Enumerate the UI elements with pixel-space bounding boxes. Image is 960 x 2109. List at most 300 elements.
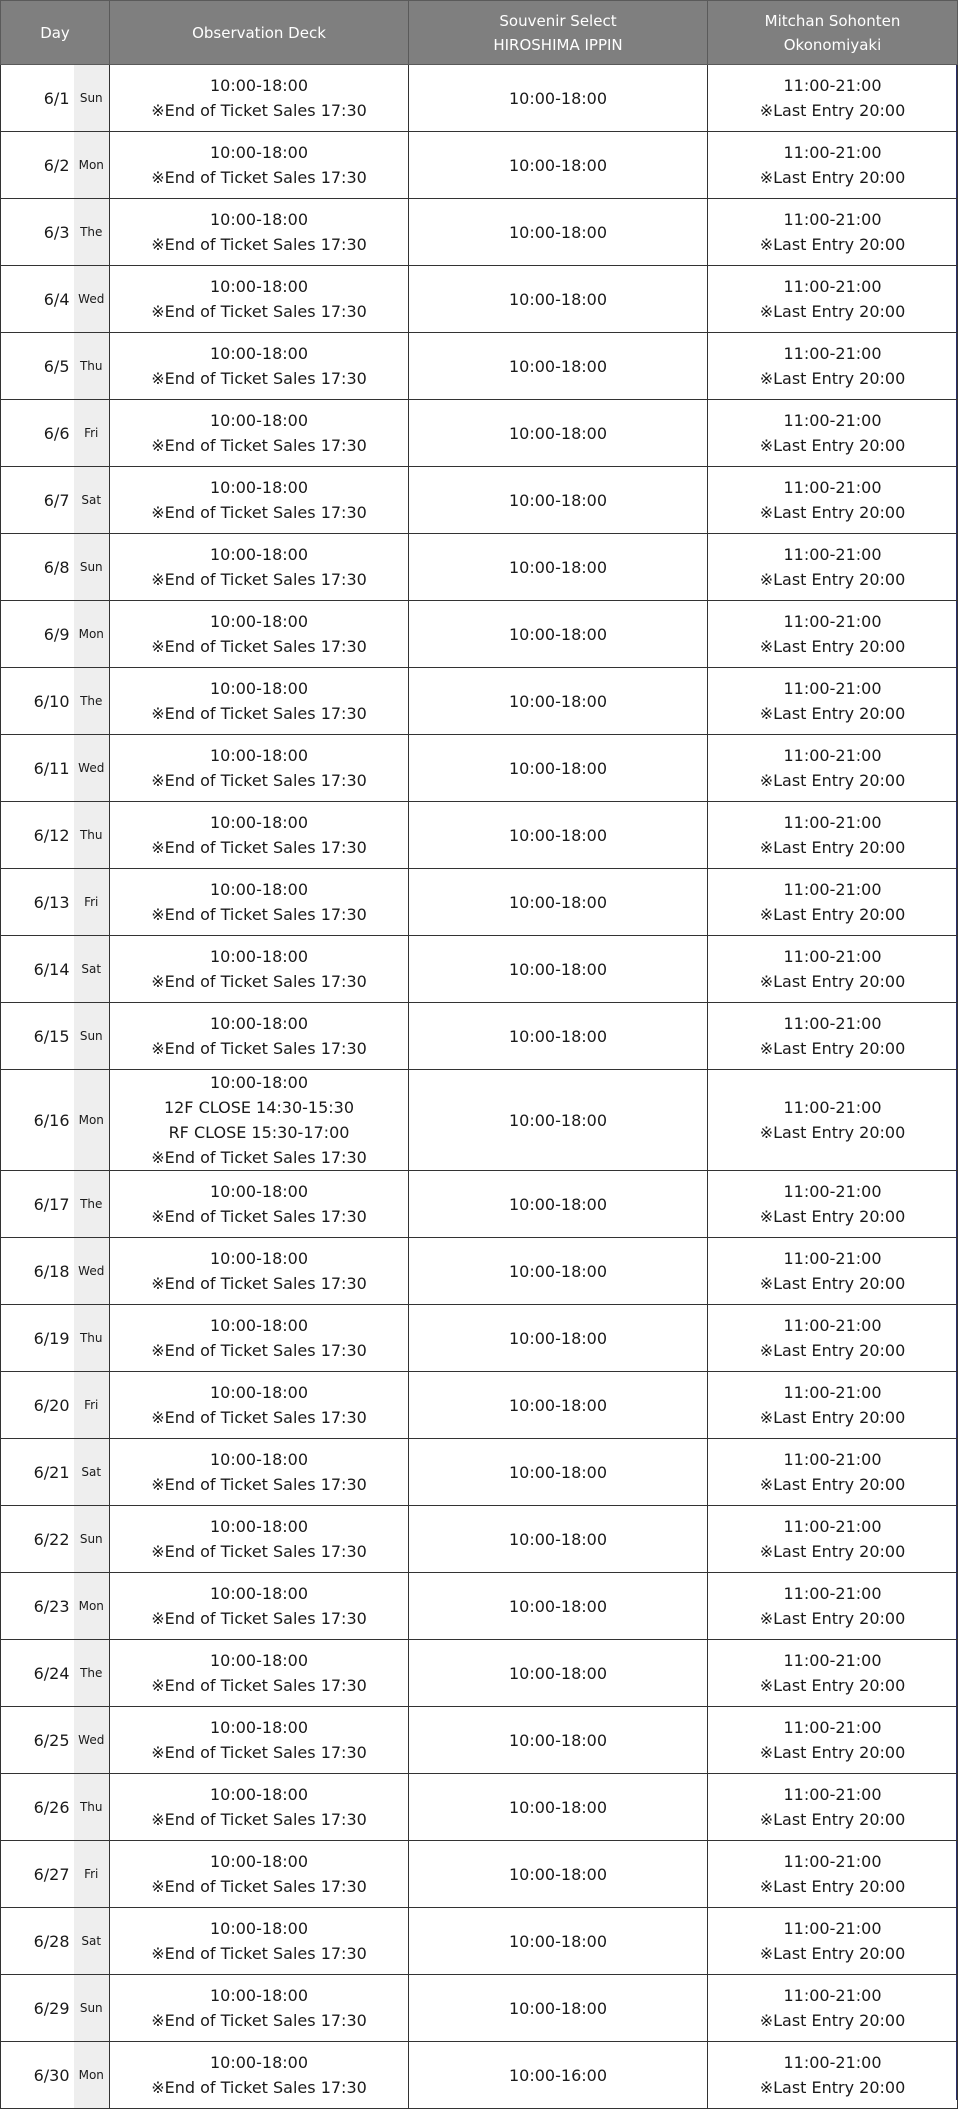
observation-hours-line: 10:00-18:00 xyxy=(210,1450,308,1469)
mitchan-hours-line: 11:00-21:00 xyxy=(783,1785,882,1804)
header-mitchan-line2: Okonomiyaki xyxy=(783,35,882,54)
table-row xyxy=(1,467,958,534)
souvenir-hours: 10:00-16:00 xyxy=(409,2042,708,2109)
mitchan-hours xyxy=(708,869,958,936)
header-observation-deck: Observation Deck xyxy=(110,1,409,65)
date-cell: 6/16 xyxy=(1,1070,74,1171)
mitchan-hours-line: 11:00-21:00 xyxy=(783,1584,882,1603)
mitchan-hours xyxy=(708,1372,958,1439)
observation-hours-line: 10:00-18:00 xyxy=(210,277,308,296)
observation-hours-line: ※End of Ticket Sales 17:30 xyxy=(151,369,367,388)
observation-hours-line: 10:00-18:00 xyxy=(210,1014,308,1033)
mitchan-hours-line: ※Last Entry 20:00 xyxy=(759,1039,906,1058)
souvenir-hours: 10:00-18:00 xyxy=(409,199,708,266)
observation-deck-hours xyxy=(110,132,409,199)
observation-deck-hours xyxy=(110,1372,409,1439)
souvenir-hours: 10:00-18:00 xyxy=(409,601,708,668)
weekday-cell: Sun xyxy=(74,1975,110,2042)
mitchan-hours-line: ※Last Entry 20:00 xyxy=(759,1274,906,1293)
mitchan-hours xyxy=(708,1070,958,1171)
mitchan-hours-line: ※Last Entry 20:00 xyxy=(759,704,906,723)
mitchan-hours xyxy=(708,735,958,802)
mitchan-hours-line: ※Last Entry 20:00 xyxy=(759,1877,906,1896)
observation-deck-hours xyxy=(110,1305,409,1372)
observation-deck-hours xyxy=(110,1841,409,1908)
mitchan-hours-line: 11:00-21:00 xyxy=(783,1182,882,1201)
observation-hours-line: 10:00-18:00 xyxy=(210,1383,308,1402)
table-row xyxy=(1,132,958,199)
mitchan-hours-line: 11:00-21:00 xyxy=(783,1014,882,1033)
table-row xyxy=(1,1003,958,1070)
observation-hours-line: 10:00-18:00 xyxy=(210,1584,308,1603)
date-cell: 6/25 xyxy=(1,1707,74,1774)
mitchan-hours-line: ※Last Entry 20:00 xyxy=(759,302,906,321)
mitchan-hours-line: ※Last Entry 20:00 xyxy=(759,2078,906,2097)
weekday-cell: Sat xyxy=(74,1439,110,1506)
observation-deck-hours xyxy=(110,936,409,1003)
mitchan-hours-line: ※Last Entry 20:00 xyxy=(759,1944,906,1963)
mitchan-hours-line: ※Last Entry 20:00 xyxy=(759,101,906,120)
weekday-cell: Mon xyxy=(74,1070,110,1171)
observation-hours-line: 10:00-18:00 xyxy=(210,1182,308,1201)
observation-hours-line: 10:00-18:00 xyxy=(210,947,308,966)
observation-hours-line: 10:00-18:00 xyxy=(210,679,308,698)
souvenir-hours: 10:00-18:00 xyxy=(409,65,708,132)
date-cell: 6/1 xyxy=(1,65,74,132)
date-cell: 6/23 xyxy=(1,1573,74,1640)
date-cell: 6/28 xyxy=(1,1908,74,1975)
date-cell: 6/12 xyxy=(1,802,74,869)
weekday-cell: Thu xyxy=(74,1774,110,1841)
date-cell: 6/17 xyxy=(1,1171,74,1238)
header-souvenir-select xyxy=(409,1,708,65)
weekday-cell: Mon xyxy=(74,601,110,668)
observation-hours-line: 10:00-18:00 xyxy=(210,1852,308,1871)
observation-hours-line: ※End of Ticket Sales 17:30 xyxy=(151,302,367,321)
mitchan-hours xyxy=(708,1908,958,1975)
observation-deck-hours xyxy=(110,333,409,400)
observation-hours-line: 10:00-18:00 xyxy=(210,746,308,765)
table-row xyxy=(1,1439,958,1506)
mitchan-hours xyxy=(708,1305,958,1372)
table-row xyxy=(1,199,958,266)
weekday-cell: Fri xyxy=(74,400,110,467)
mitchan-hours-line: ※Last Entry 20:00 xyxy=(759,570,906,589)
mitchan-hours xyxy=(708,1975,958,2042)
observation-hours-line: ※End of Ticket Sales 17:30 xyxy=(151,1609,367,1628)
table-row xyxy=(1,1070,958,1171)
souvenir-hours: 10:00-18:00 xyxy=(409,1238,708,1305)
table-row xyxy=(1,1372,958,1439)
mitchan-hours xyxy=(708,936,958,1003)
souvenir-hours: 10:00-18:00 xyxy=(409,534,708,601)
observation-deck-hours xyxy=(110,601,409,668)
souvenir-hours: 10:00-18:00 xyxy=(409,869,708,936)
observation-hours-line: 10:00-18:00 xyxy=(210,1249,308,1268)
souvenir-hours: 10:00-18:00 xyxy=(409,802,708,869)
observation-deck-hours xyxy=(110,199,409,266)
weekday-cell: Wed xyxy=(74,735,110,802)
table-row xyxy=(1,1238,958,1305)
souvenir-hours: 10:00-18:00 xyxy=(409,1070,708,1171)
date-cell: 6/26 xyxy=(1,1774,74,1841)
observation-hours-line: 10:00-18:00 xyxy=(210,880,308,899)
table-row xyxy=(1,1305,958,1372)
mitchan-hours-line: 11:00-21:00 xyxy=(783,344,882,363)
observation-hours-line: 10:00-18:00 xyxy=(210,344,308,363)
mitchan-hours xyxy=(708,1506,958,1573)
date-cell: 6/5 xyxy=(1,333,74,400)
observation-hours-line: RF CLOSE 15:30-17:00 xyxy=(168,1123,350,1142)
souvenir-hours: 10:00-18:00 xyxy=(409,1506,708,1573)
observation-deck-hours xyxy=(110,400,409,467)
table-row xyxy=(1,668,958,735)
observation-hours-line: 12F CLOSE 14:30-15:30 xyxy=(163,1098,355,1117)
souvenir-hours: 10:00-18:00 xyxy=(409,1975,708,2042)
observation-deck-hours xyxy=(110,534,409,601)
weekday-cell: Wed xyxy=(74,266,110,333)
weekday-cell: Sun xyxy=(74,65,110,132)
date-cell: 6/10 xyxy=(1,668,74,735)
mitchan-hours xyxy=(708,802,958,869)
souvenir-hours: 10:00-18:00 xyxy=(409,1003,708,1070)
observation-hours-line: ※End of Ticket Sales 17:30 xyxy=(151,704,367,723)
souvenir-hours: 10:00-18:00 xyxy=(409,668,708,735)
weekday-cell: Mon xyxy=(74,2042,110,2109)
observation-hours-line: ※End of Ticket Sales 17:30 xyxy=(151,637,367,656)
mitchan-hours-line: ※Last Entry 20:00 xyxy=(759,637,906,656)
observation-hours-line: 10:00-18:00 xyxy=(210,76,308,95)
mitchan-hours xyxy=(708,333,958,400)
mitchan-hours-line: ※Last Entry 20:00 xyxy=(759,168,906,187)
observation-deck-hours xyxy=(110,1640,409,1707)
mitchan-hours-line: ※Last Entry 20:00 xyxy=(759,1542,906,1561)
observation-deck-hours xyxy=(110,802,409,869)
observation-hours-line: ※End of Ticket Sales 17:30 xyxy=(151,1877,367,1896)
mitchan-hours-line: 11:00-21:00 xyxy=(783,143,882,162)
observation-deck-hours xyxy=(110,668,409,735)
weekday-cell: Fri xyxy=(74,1841,110,1908)
observation-hours-line: ※End of Ticket Sales 17:30 xyxy=(151,1408,367,1427)
souvenir-hours: 10:00-18:00 xyxy=(409,1841,708,1908)
observation-hours-line: ※End of Ticket Sales 17:30 xyxy=(151,1341,367,1360)
mitchan-hours-line: 11:00-21:00 xyxy=(783,746,882,765)
date-cell: 6/14 xyxy=(1,936,74,1003)
table-row xyxy=(1,1908,958,1975)
observation-hours-line: ※End of Ticket Sales 17:30 xyxy=(151,771,367,790)
observation-hours-line: 10:00-18:00 xyxy=(210,545,308,564)
table-row xyxy=(1,400,958,467)
souvenir-hours: 10:00-18:00 xyxy=(409,132,708,199)
observation-hours-line: ※End of Ticket Sales 17:30 xyxy=(151,101,367,120)
mitchan-hours-line: ※Last Entry 20:00 xyxy=(759,1408,906,1427)
souvenir-hours: 10:00-18:00 xyxy=(409,1908,708,1975)
weekday-cell: Thu xyxy=(74,1305,110,1372)
observation-deck-hours xyxy=(110,1439,409,1506)
observation-deck-hours xyxy=(110,869,409,936)
header-mitchan xyxy=(708,1,958,65)
mitchan-hours-line: 11:00-21:00 xyxy=(783,1986,882,2005)
weekday-cell: Mon xyxy=(74,1573,110,1640)
observation-hours-line: 10:00-18:00 xyxy=(210,1986,308,2005)
souvenir-hours: 10:00-18:00 xyxy=(409,1707,708,1774)
mitchan-hours-line: 11:00-21:00 xyxy=(783,679,882,698)
observation-hours-line: ※End of Ticket Sales 17:30 xyxy=(151,2078,367,2097)
mitchan-hours-line: ※Last Entry 20:00 xyxy=(759,2011,906,2030)
observation-hours-line: 10:00-18:00 xyxy=(210,1785,308,1804)
observation-deck-hours xyxy=(110,1707,409,1774)
observation-hours-line: ※End of Ticket Sales 17:30 xyxy=(151,1676,367,1695)
mitchan-hours xyxy=(708,1171,958,1238)
observation-deck-hours xyxy=(110,1238,409,1305)
observation-hours-line: ※End of Ticket Sales 17:30 xyxy=(151,972,367,991)
observation-deck-hours xyxy=(110,1070,409,1171)
observation-deck-hours xyxy=(110,1171,409,1238)
observation-deck-hours xyxy=(110,1774,409,1841)
date-cell: 6/9 xyxy=(1,601,74,668)
date-cell: 6/19 xyxy=(1,1305,74,1372)
observation-hours-line: ※End of Ticket Sales 17:30 xyxy=(151,1810,367,1829)
table-row xyxy=(1,1573,958,1640)
mitchan-hours xyxy=(708,1439,958,1506)
header-day: Day xyxy=(1,1,110,65)
weekday-cell: Thu xyxy=(74,802,110,869)
mitchan-hours-line: 11:00-21:00 xyxy=(783,277,882,296)
observation-hours-line: ※End of Ticket Sales 17:30 xyxy=(151,235,367,254)
observation-deck-hours xyxy=(110,2042,409,2109)
observation-deck-hours xyxy=(110,1003,409,1070)
date-cell: 6/3 xyxy=(1,199,74,266)
observation-hours-line: ※End of Ticket Sales 17:30 xyxy=(151,1148,367,1167)
mitchan-hours-line: ※Last Entry 20:00 xyxy=(759,369,906,388)
date-cell: 6/18 xyxy=(1,1238,74,1305)
observation-hours-line: ※End of Ticket Sales 17:30 xyxy=(151,1743,367,1762)
souvenir-hours: 10:00-18:00 xyxy=(409,467,708,534)
observation-hours-line: ※End of Ticket Sales 17:30 xyxy=(151,1542,367,1561)
mitchan-hours-line: 11:00-21:00 xyxy=(783,1852,882,1871)
mitchan-hours-line: ※Last Entry 20:00 xyxy=(759,1475,906,1494)
observation-hours-line: ※End of Ticket Sales 17:30 xyxy=(151,2011,367,2030)
mitchan-hours xyxy=(708,1841,958,1908)
souvenir-hours: 10:00-18:00 xyxy=(409,1774,708,1841)
mitchan-hours xyxy=(708,1573,958,1640)
observation-hours-line: 10:00-18:00 xyxy=(210,143,308,162)
souvenir-hours: 10:00-18:00 xyxy=(409,1573,708,1640)
weekday-cell: Sat xyxy=(74,936,110,1003)
date-cell: 6/30 xyxy=(1,2042,74,2109)
table-row xyxy=(1,936,958,1003)
souvenir-hours: 10:00-18:00 xyxy=(409,1439,708,1506)
mitchan-hours xyxy=(708,400,958,467)
weekday-cell: Sat xyxy=(74,467,110,534)
mitchan-hours-line: ※Last Entry 20:00 xyxy=(759,972,906,991)
observation-hours-line: ※End of Ticket Sales 17:30 xyxy=(151,905,367,924)
mitchan-hours-line: ※Last Entry 20:00 xyxy=(759,1341,906,1360)
mitchan-hours-line: 11:00-21:00 xyxy=(783,813,882,832)
date-cell: 6/2 xyxy=(1,132,74,199)
observation-deck-hours xyxy=(110,65,409,132)
mitchan-hours xyxy=(708,534,958,601)
weekday-cell: Sun xyxy=(74,1003,110,1070)
observation-hours-line: ※End of Ticket Sales 17:30 xyxy=(151,1039,367,1058)
mitchan-hours-line: ※Last Entry 20:00 xyxy=(759,1676,906,1695)
table-row xyxy=(1,869,958,936)
header-mitchan-line1: Mitchan Sohonten xyxy=(764,11,901,30)
weekday-cell: Fri xyxy=(74,1372,110,1439)
mitchan-hours-line: ※Last Entry 20:00 xyxy=(759,771,906,790)
date-cell: 6/21 xyxy=(1,1439,74,1506)
observation-hours-line: ※End of Ticket Sales 17:30 xyxy=(151,838,367,857)
souvenir-hours: 10:00-18:00 xyxy=(409,1640,708,1707)
weekday-cell: The xyxy=(74,668,110,735)
table-row xyxy=(1,1707,958,1774)
header-row xyxy=(1,1,958,65)
mitchan-hours-line: ※Last Entry 20:00 xyxy=(759,1123,906,1142)
mitchan-hours xyxy=(708,266,958,333)
weekday-cell: The xyxy=(74,199,110,266)
mitchan-hours-line: 11:00-21:00 xyxy=(783,947,882,966)
mitchan-hours-line: ※Last Entry 20:00 xyxy=(759,1743,906,1762)
table-row xyxy=(1,266,958,333)
table-row xyxy=(1,1171,958,1238)
mitchan-hours-line: 11:00-21:00 xyxy=(783,1919,882,1938)
observation-deck-hours xyxy=(110,735,409,802)
mitchan-hours xyxy=(708,65,958,132)
date-cell: 6/24 xyxy=(1,1640,74,1707)
observation-hours-line: 10:00-18:00 xyxy=(210,1919,308,1938)
table-row xyxy=(1,2042,958,2109)
date-cell: 6/4 xyxy=(1,266,74,333)
table-body xyxy=(1,65,958,2109)
observation-deck-hours xyxy=(110,1908,409,1975)
mitchan-hours-line: ※Last Entry 20:00 xyxy=(759,838,906,857)
weekday-cell: The xyxy=(74,1640,110,1707)
mitchan-hours-line: 11:00-21:00 xyxy=(783,478,882,497)
header-souvenir-line1: Souvenir Select xyxy=(499,11,617,30)
mitchan-hours-line: 11:00-21:00 xyxy=(783,210,882,229)
mitchan-hours-line: 11:00-21:00 xyxy=(783,1651,882,1670)
date-cell: 6/6 xyxy=(1,400,74,467)
observation-hours-line: ※End of Ticket Sales 17:30 xyxy=(151,1944,367,1963)
mitchan-hours-line: 11:00-21:00 xyxy=(783,1383,882,1402)
date-cell: 6/22 xyxy=(1,1506,74,1573)
weekday-cell: Sun xyxy=(74,534,110,601)
table-row xyxy=(1,802,958,869)
observation-hours-line: 10:00-18:00 xyxy=(210,1651,308,1670)
weekday-cell: The xyxy=(74,1171,110,1238)
souvenir-hours: 10:00-18:00 xyxy=(409,333,708,400)
date-cell: 6/8 xyxy=(1,534,74,601)
observation-hours-line: ※End of Ticket Sales 17:30 xyxy=(151,436,367,455)
observation-hours-line: 10:00-18:00 xyxy=(210,478,308,497)
weekday-cell: Fri xyxy=(74,869,110,936)
date-cell: 6/15 xyxy=(1,1003,74,1070)
souvenir-hours: 10:00-18:00 xyxy=(409,400,708,467)
mitchan-hours-line: ※Last Entry 20:00 xyxy=(759,503,906,522)
date-cell: 6/11 xyxy=(1,735,74,802)
mitchan-hours-line: ※Last Entry 20:00 xyxy=(759,1609,906,1628)
observation-hours-line: ※End of Ticket Sales 17:30 xyxy=(151,1475,367,1494)
table-row xyxy=(1,735,958,802)
mitchan-hours xyxy=(708,1707,958,1774)
mitchan-hours-line: ※Last Entry 20:00 xyxy=(759,1207,906,1226)
date-cell: 6/20 xyxy=(1,1372,74,1439)
weekday-cell: Mon xyxy=(74,132,110,199)
observation-hours-line: 10:00-18:00 xyxy=(210,612,308,631)
souvenir-hours: 10:00-18:00 xyxy=(409,735,708,802)
observation-deck-hours xyxy=(110,1506,409,1573)
observation-deck-hours xyxy=(110,467,409,534)
mitchan-hours xyxy=(708,199,958,266)
observation-hours-line: 10:00-18:00 xyxy=(210,1073,308,1092)
mitchan-hours-line: 11:00-21:00 xyxy=(783,2053,882,2072)
observation-hours-line: 10:00-18:00 xyxy=(210,813,308,832)
observation-hours-line: 10:00-18:00 xyxy=(210,1718,308,1737)
souvenir-hours: 10:00-18:00 xyxy=(409,1171,708,1238)
observation-hours-line: ※End of Ticket Sales 17:30 xyxy=(151,570,367,589)
mitchan-hours-line: 11:00-21:00 xyxy=(783,1249,882,1268)
table-row xyxy=(1,65,958,132)
date-cell: 6/7 xyxy=(1,467,74,534)
observation-hours-line: ※End of Ticket Sales 17:30 xyxy=(151,1207,367,1226)
header-souvenir-line2: HIROSHIMA IPPIN xyxy=(493,35,623,54)
souvenir-hours: 10:00-18:00 xyxy=(409,1305,708,1372)
observation-deck-hours xyxy=(110,266,409,333)
weekday-cell: Sun xyxy=(74,1506,110,1573)
mitchan-hours-line: ※Last Entry 20:00 xyxy=(759,235,906,254)
mitchan-hours xyxy=(708,1640,958,1707)
observation-hours-line: 10:00-18:00 xyxy=(210,411,308,430)
weekday-cell: Wed xyxy=(74,1707,110,1774)
mitchan-hours xyxy=(708,2042,958,2109)
mitchan-hours-line: ※Last Entry 20:00 xyxy=(759,1810,906,1829)
observation-hours-line: 10:00-18:00 xyxy=(210,210,308,229)
table-row xyxy=(1,601,958,668)
mitchan-hours-line: ※Last Entry 20:00 xyxy=(759,436,906,455)
observation-hours-line: ※End of Ticket Sales 17:30 xyxy=(151,503,367,522)
mitchan-hours-line: 11:00-21:00 xyxy=(783,1316,882,1335)
mitchan-hours xyxy=(708,1003,958,1070)
observation-hours-line: 10:00-18:00 xyxy=(210,2053,308,2072)
mitchan-hours xyxy=(708,467,958,534)
observation-hours-line: 10:00-18:00 xyxy=(210,1316,308,1335)
mitchan-hours-line: 11:00-21:00 xyxy=(783,1718,882,1737)
observation-hours-line: ※End of Ticket Sales 17:30 xyxy=(151,1274,367,1293)
observation-deck-hours xyxy=(110,1573,409,1640)
table-row xyxy=(1,534,958,601)
table-row xyxy=(1,1774,958,1841)
mitchan-hours xyxy=(708,1238,958,1305)
table-row xyxy=(1,333,958,400)
souvenir-hours: 10:00-18:00 xyxy=(409,266,708,333)
weekday-cell: Wed xyxy=(74,1238,110,1305)
observation-hours-line: ※End of Ticket Sales 17:30 xyxy=(151,168,367,187)
mitchan-hours-line: 11:00-21:00 xyxy=(783,1517,882,1536)
souvenir-hours: 10:00-18:00 xyxy=(409,1372,708,1439)
mitchan-hours-line: 11:00-21:00 xyxy=(783,411,882,430)
mitchan-hours xyxy=(708,132,958,199)
mitchan-hours-line: 11:00-21:00 xyxy=(783,880,882,899)
date-cell: 6/27 xyxy=(1,1841,74,1908)
table-row xyxy=(1,1975,958,2042)
mitchan-hours-line: 11:00-21:00 xyxy=(783,612,882,631)
mitchan-hours-line: 11:00-21:00 xyxy=(783,545,882,564)
date-cell: 6/29 xyxy=(1,1975,74,2042)
mitchan-hours-line: 11:00-21:00 xyxy=(783,76,882,95)
mitchan-hours xyxy=(708,601,958,668)
table-row xyxy=(1,1841,958,1908)
mitchan-hours-line: ※Last Entry 20:00 xyxy=(759,905,906,924)
